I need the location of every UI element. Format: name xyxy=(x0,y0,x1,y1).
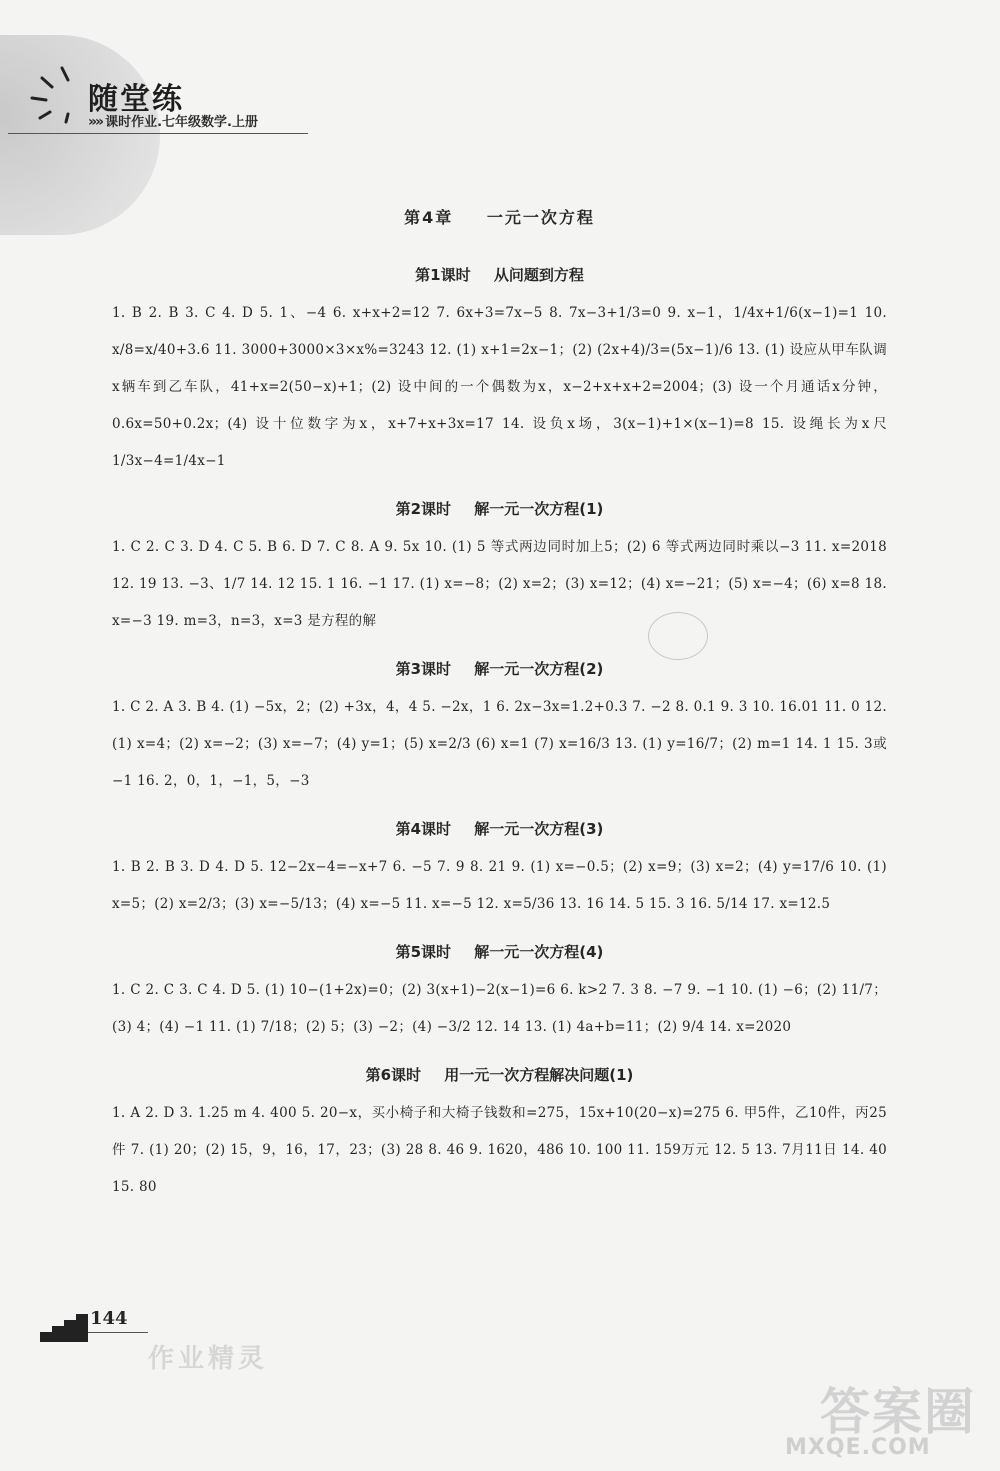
brand-subtitle xyxy=(88,111,258,130)
subtitle-text: 课时作业.七年级数学.上册 xyxy=(105,115,258,130)
section-answers: 1. B 2. B 3. C 4. D 5. 1、−4 6. x+x+2=12 7. 6x+3=7x−5 8. 7x−3+1/3=0 9. x−1，1/4x+1/6(x−1)=1 10. x/8=x/40+3.6 11. 3000+3000×3×x%=3243 12. (1) x+1=2x−1；(2) (2x+4)/3=(5x−1)/6 13. (1) 设应从甲车队调x辆车到乙车队，41+x=2(50−x)+1；(2) 设中间的一个偶数为x，x−2+x+x+2=2004；(3) 设一个月通话x分钟，0.6x=50+0.2x；(4) 设十位数字为x，x+7+x+3x=17 14. 设负x场，3(x−1)+1×(x−1)=8 15. 设绳长为x尺 1/3x−4=1/4x−1 xyxy=(112,305,887,469)
section-2 xyxy=(112,498,887,640)
section-title: 第2课时 解一元一次方程(1) xyxy=(395,500,604,518)
section-title: 第6课时 用一元一次方程解决问题(1) xyxy=(365,1066,634,1084)
section-title: 第5课时 解一元一次方程(4) xyxy=(395,943,604,961)
section-answers: 1. A 2. D 3. 1.25 m 4. 400 5. 20−x，买小椅子和大椅子钱数和=275，15x+10(20−x)=275 6. 甲5件，乙10件，丙25件 7. (1) 20；(2) 15，9，16，17，23；(3) 28 8. 46 9. 1620，486 10. 100 11. 159万元 12. 5 13. 7月11日 14. 40 15. 80 xyxy=(112,1105,887,1195)
section-5 xyxy=(112,941,887,1046)
section-title: 第4课时 解一元一次方程(3) xyxy=(395,820,604,838)
page-number: 144 xyxy=(90,1308,128,1329)
watermark-bottom-left: 作业精灵 xyxy=(148,1344,269,1374)
section-answers: 1. B 2. B 3. D 4. D 5. 12−2x−4=−x+7 6. −5 7. 9 8. 21 9. (1) x=−0.5；(2) x=9；(3) x=2；(4) y=17/6 10. (1) x=5；(2) x=2/3；(3) x=−5/13；(4) x=−5 11. x=−5 12. x=5/36 13. 16 14. 5 15. 3 16. 5/14 17. x=12.5 xyxy=(112,859,887,912)
section-title: 第3课时 解一元一次方程(2) xyxy=(395,660,604,678)
chevron-right-icon: »» xyxy=(88,114,103,130)
watermark-site: MXQE.COM xyxy=(785,1435,931,1460)
sun-rays-icon xyxy=(22,60,92,130)
watermark-stamp xyxy=(648,612,708,660)
footer-rule xyxy=(88,1332,148,1333)
answer-content xyxy=(112,205,887,1206)
section-answers: 1. C 2. C 3. C 4. D 5. (1) 10−(1+2x)=0；(2) 3(x+1)−2(x−1)=6 6. k>2 7. 3 8. −7 9. −1 10. (1) −6；(2) 11/7；(3) 4；(4) −1 11. (1) 7/18；(2) 5；(3) −2；(4) −3/2 12. 14 13. (1) 4a+b=11；(2) 9/4 14. x=2020 xyxy=(112,982,887,1035)
section-answers: 1. C 2. C 3. D 4. C 5. B 6. D 7. C 8. A 9. 5x 10. (1) 5 等式两边同时加上5；(2) 6 等式两边同时乘以−3 11. x=2018 12. 19 13. −3、1/7 14. 12 15. 1 16. −1 17. (1) x=−8；(2) x=2；(3) x=12；(4) x=−21；(5) x=−4；(6) x=8 18. x=−3 19. m=3，n=3，x=3 是方程的解 xyxy=(112,539,887,629)
chapter-title: 第4章 一元一次方程 xyxy=(404,208,595,227)
section-6 xyxy=(112,1064,887,1206)
section-title: 第1课时 从问题到方程 xyxy=(415,266,584,284)
brand-title: 随堂练 xyxy=(88,82,184,117)
header-rule xyxy=(8,133,308,134)
section-answers: 1. C 2. A 3. B 4. (1) −5x，2；(2) +3x，4，4 5. −2x，1 6. 2x−3x=1.2+0.3 7. −2 8. 0.1 9. 3 10. 16.01 11. 0 12. (1) x=4；(2) x=−2；(3) x=−7；(4) y=1；(5) x=2/3 (6) x=1 (7) x=16/3 13. (1) y=16/7；(2) m=1 14. 1 15. 3或−1 16. 2，0，1，−1，5，−3 xyxy=(112,699,887,789)
stairs-icon xyxy=(40,1312,90,1342)
section-1 xyxy=(112,264,887,480)
watermark-logo: 答案圈 xyxy=(820,1383,976,1441)
section-4 xyxy=(112,818,887,923)
section-3 xyxy=(112,658,887,800)
